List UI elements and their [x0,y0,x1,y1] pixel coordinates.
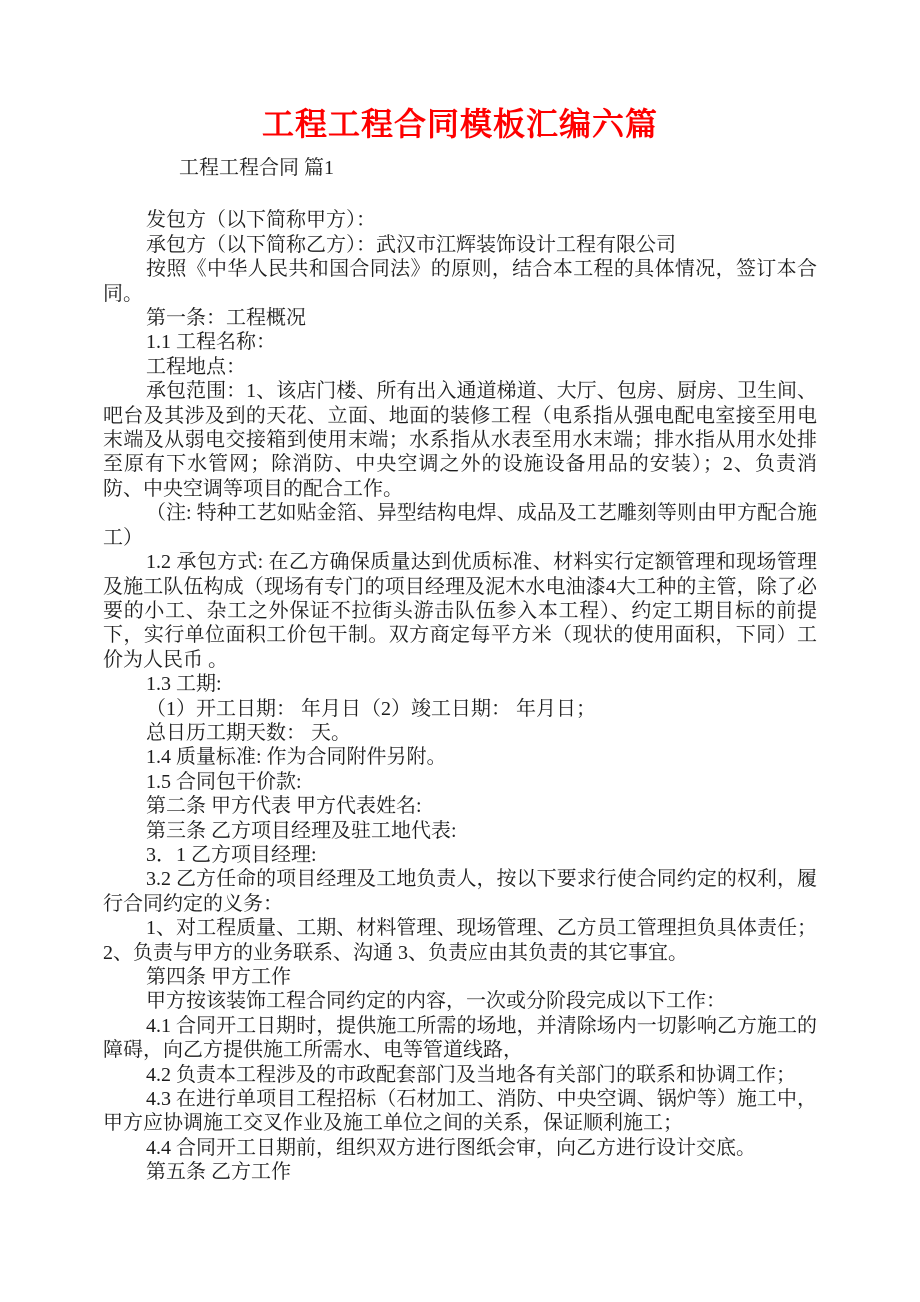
paragraph: 1.3 工期: [146,673,222,696]
paragraph: （1）开工日期： 年月日（2）竣工日期： 年月日； [146,697,596,720]
paragraph: 工程地点： [146,355,246,378]
paragraph: （注: 特种工艺如贴金箔、异型结构电焊、成品及工艺雕刻等则由甲方配合施工） [103,502,817,549]
paragraph: 1、对工程质量、工期、材料管理、现场管理、乙方员工管理担负具体责任；2、负责与甲方的业务联系、沟通 3、负责应由其负责的其它事宜。 [103,917,817,964]
paragraph: 第二条 甲方代表 甲方代表姓名: [146,795,422,818]
document-subtitle: 工程工程合同 篇1 [179,157,334,179]
paragraph: 3．1 乙方项目经理: [146,843,317,866]
paragraph: 1.5 合同包干价款: [146,770,302,793]
paragraph: 发包方（以下简称甲方）： [146,209,376,232]
document-body [103,208,817,1184]
paragraph: 4.2 负责本工程涉及的市政配套部门及当地各有关部门的联系和协调工作； [146,1063,796,1086]
paragraph: 第四条 甲方工作 [146,966,291,988]
paragraph: 按照《中华人民共和国合同法》的原则，结合本工程的具体情况，签订本合同。 [103,258,817,305]
paragraph: 1.2 承包方式: 在乙方确保质量达到优质标准、材料实行定额管理和现场管理及施工队伍构成（现场有专门的项目经理及泥木水电油漆4大工种的主管，除了必要的小工、杂工之外保证不拉街头游击队伍参入本工程）、约定工期目标的前提下，实行单位面积工价包干制。双方商定每平方米（现状的使用面积，下同）工价为人民币 。 [103,551,817,671]
paragraph: 甲方按该装饰工程合同约定的内容，一次或分阶段完成以下工作： [146,990,726,1013]
paragraph: 1.1 工程名称： [146,331,276,354]
paragraph: 总日历工期天数： 天。 [146,721,351,744]
paragraph: 承包方（以下简称乙方）：武汉市江辉装饰设计工程有限公司 [146,233,676,256]
paragraph: 第一条：工程概况 [146,307,306,330]
document-title: 工程工程合同模板汇编六篇 [261,106,658,142]
paragraph: 3.2 乙方任命的项目经理及工地负责人，按以下要求行使合同约定的权利，履行合同约定的义务： [103,868,817,915]
paragraph: 4.4 合同开工日期前，组织双方进行图纸会审，向乙方进行设计交底。 [146,1136,756,1159]
paragraph: 1.4 质量标准: 作为合同附件另附。 [146,746,447,769]
paragraph: 承包范围：1、该店门楼、所有出入通道梯道、大厅、包房、厨房、卫生间、吧台及其涉及到的天花、立面、地面的装修工程（电系指从强电配电室接至用电末端及从弱电交接箱到使用末端；水系指从水表至用水末端；排水指从用水处排至原有下水管网；除消防、中央空调之外的设施设备用品的安装）；2、负责消防、中央空调等项目的配合工作。 [103,380,817,500]
paragraph: 第三条 乙方项目经理及驻工地代表: [146,819,457,842]
paragraph: 4.3 在进行单项目工程招标（石材加工、消防、中央空调、锅炉等）施工中，甲方应协调施工交叉作业及施工单位之间的关系，保证顺利施工； [103,1088,817,1135]
paragraph: 4.1 合同开工日期时，提供施工所需的场地，并清除场内一切影响乙方施工的障碍，向乙方提供施工所需水、电等管道线路， [103,1014,817,1062]
paragraph: 第五条 乙方工作 [146,1161,291,1184]
